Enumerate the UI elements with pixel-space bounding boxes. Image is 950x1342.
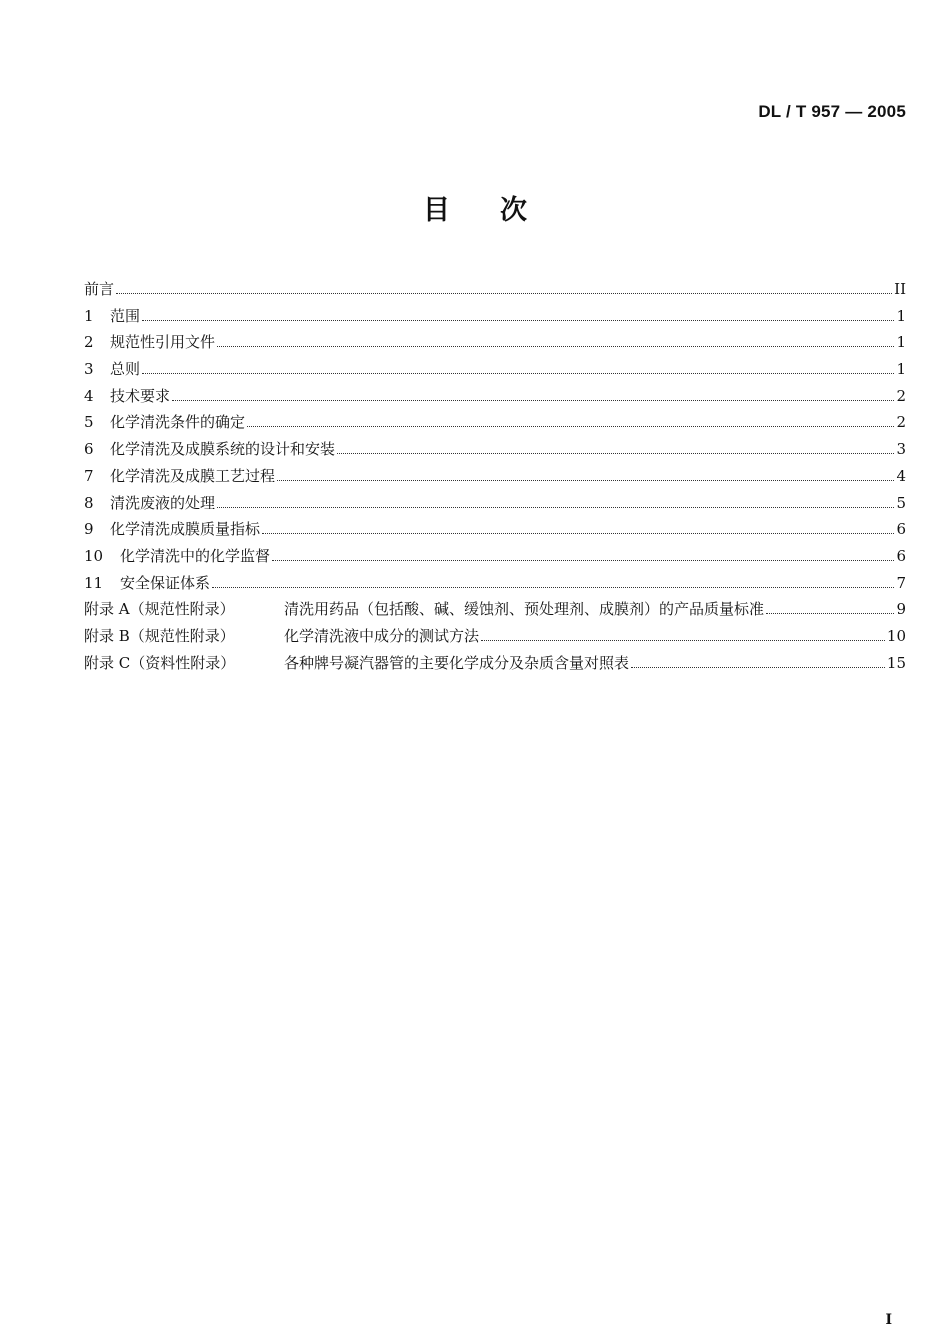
toc-leader-dots bbox=[142, 373, 894, 374]
table-of-contents bbox=[84, 276, 906, 676]
standard-code: DL / T 957 — 2005 bbox=[758, 102, 906, 121]
toc-leader-dots bbox=[217, 507, 894, 508]
toc-leader-dots bbox=[262, 533, 894, 534]
toc-entry-page: 15 bbox=[886, 653, 906, 672]
toc-entry-number: 4 bbox=[84, 386, 94, 405]
toc-entry-number: 11 bbox=[84, 573, 104, 592]
toc-entry-label: 技术要求 bbox=[110, 386, 171, 405]
toc-entry-label: 化学清洗液中成分的测试方法 bbox=[284, 626, 480, 645]
toc-entry-label: 化学清洗条件的确定 bbox=[110, 413, 246, 432]
toc-entry-number: 10 bbox=[84, 546, 104, 565]
toc-entry-number: 8 bbox=[84, 493, 94, 512]
toc-entry-label: 安全保证体系 bbox=[120, 573, 211, 592]
toc-leader-dots bbox=[481, 640, 885, 641]
toc-leader-dots bbox=[116, 293, 892, 294]
toc-entry-page: 1 bbox=[896, 333, 906, 352]
toc-entry-page: 6 bbox=[896, 520, 906, 539]
toc-entry-page: 6 bbox=[896, 546, 906, 565]
toc-entry-number: 附录 A（规范性附录） bbox=[84, 600, 235, 619]
toc-entry-annex-a[interactable] bbox=[84, 596, 906, 623]
toc-leader-dots bbox=[337, 453, 894, 454]
toc-entry-label: 化学清洗及成膜工艺过程 bbox=[110, 466, 276, 485]
toc-leader-dots bbox=[247, 426, 894, 427]
toc-leader-dots bbox=[217, 346, 894, 347]
toc-entry-foreword[interactable] bbox=[84, 276, 906, 303]
toc-entry-page: 1 bbox=[896, 306, 906, 325]
toc-leader-dots bbox=[766, 613, 894, 614]
page-title: 目次 bbox=[423, 195, 577, 226]
toc-entry-number: 6 bbox=[84, 440, 94, 459]
toc-entry-label: 总则 bbox=[110, 360, 141, 379]
toc-entry-11[interactable] bbox=[84, 570, 906, 597]
toc-entry-page: II bbox=[894, 280, 906, 298]
toc-entry-number: 9 bbox=[84, 520, 94, 539]
toc-leader-dots bbox=[142, 320, 894, 321]
toc-entry-number: 附录 B（规范性附录） bbox=[84, 626, 235, 645]
toc-entry-label: 规范性引用文件 bbox=[110, 333, 216, 352]
toc-entry-8[interactable] bbox=[84, 490, 906, 517]
toc-entry-page: 1 bbox=[896, 360, 906, 379]
toc-entry-number: 5 bbox=[84, 413, 94, 432]
toc-entry-annex-b[interactable] bbox=[84, 623, 906, 650]
toc-leader-dots bbox=[272, 560, 894, 561]
toc-entry-label: 化学清洗成膜质量指标 bbox=[110, 520, 261, 539]
toc-entry-page: 2 bbox=[896, 386, 906, 405]
toc-entry-page: 7 bbox=[896, 573, 906, 592]
toc-entry-label: 范围 bbox=[110, 306, 141, 325]
toc-entry-10[interactable] bbox=[84, 543, 906, 570]
toc-entry-7[interactable] bbox=[84, 463, 906, 490]
toc-entry-page: 9 bbox=[896, 600, 906, 619]
footer-page-number: I bbox=[885, 1312, 892, 1328]
toc-entry-number: 1 bbox=[84, 306, 94, 325]
toc-entry-1[interactable] bbox=[84, 303, 906, 330]
toc-entry-page: 2 bbox=[896, 413, 906, 432]
toc-entry-label: 各种牌号凝汽器管的主要化学成分及杂质含量对照表 bbox=[284, 653, 630, 672]
toc-entry-label: 化学清洗及成膜系统的设计和安装 bbox=[110, 440, 336, 459]
toc-entry-5[interactable] bbox=[84, 409, 906, 436]
toc-entry-2[interactable] bbox=[84, 329, 906, 356]
toc-leader-dots bbox=[172, 400, 894, 401]
toc-leader-dots bbox=[631, 667, 885, 668]
toc-entry-label: 清洗废液的处理 bbox=[110, 493, 216, 512]
toc-entry-4[interactable] bbox=[84, 383, 906, 410]
toc-entry-label: 化学清洗中的化学监督 bbox=[120, 546, 271, 565]
toc-leader-dots bbox=[212, 587, 894, 588]
toc-entry-number: 3 bbox=[84, 360, 94, 379]
toc-entry-label: 前言 bbox=[84, 280, 115, 298]
toc-entry-page: 4 bbox=[896, 466, 906, 485]
toc-entry-page: 10 bbox=[886, 626, 906, 645]
toc-leader-dots bbox=[277, 480, 894, 481]
toc-entry-label: 清洗用药品（包括酸、碱、缓蚀剂、预处理剂、成膜剂）的产品质量标准 bbox=[284, 600, 765, 619]
toc-entry-6[interactable] bbox=[84, 436, 906, 463]
toc-entry-3[interactable] bbox=[84, 356, 906, 383]
toc-entry-number: 2 bbox=[84, 333, 94, 352]
toc-entry-annex-c[interactable] bbox=[84, 650, 906, 677]
toc-entry-9[interactable] bbox=[84, 516, 906, 543]
toc-entry-number: 附录 C（资料性附录） bbox=[84, 653, 236, 672]
toc-entry-page: 5 bbox=[896, 493, 906, 512]
toc-entry-number: 7 bbox=[84, 466, 94, 485]
toc-entry-page: 3 bbox=[896, 440, 906, 459]
